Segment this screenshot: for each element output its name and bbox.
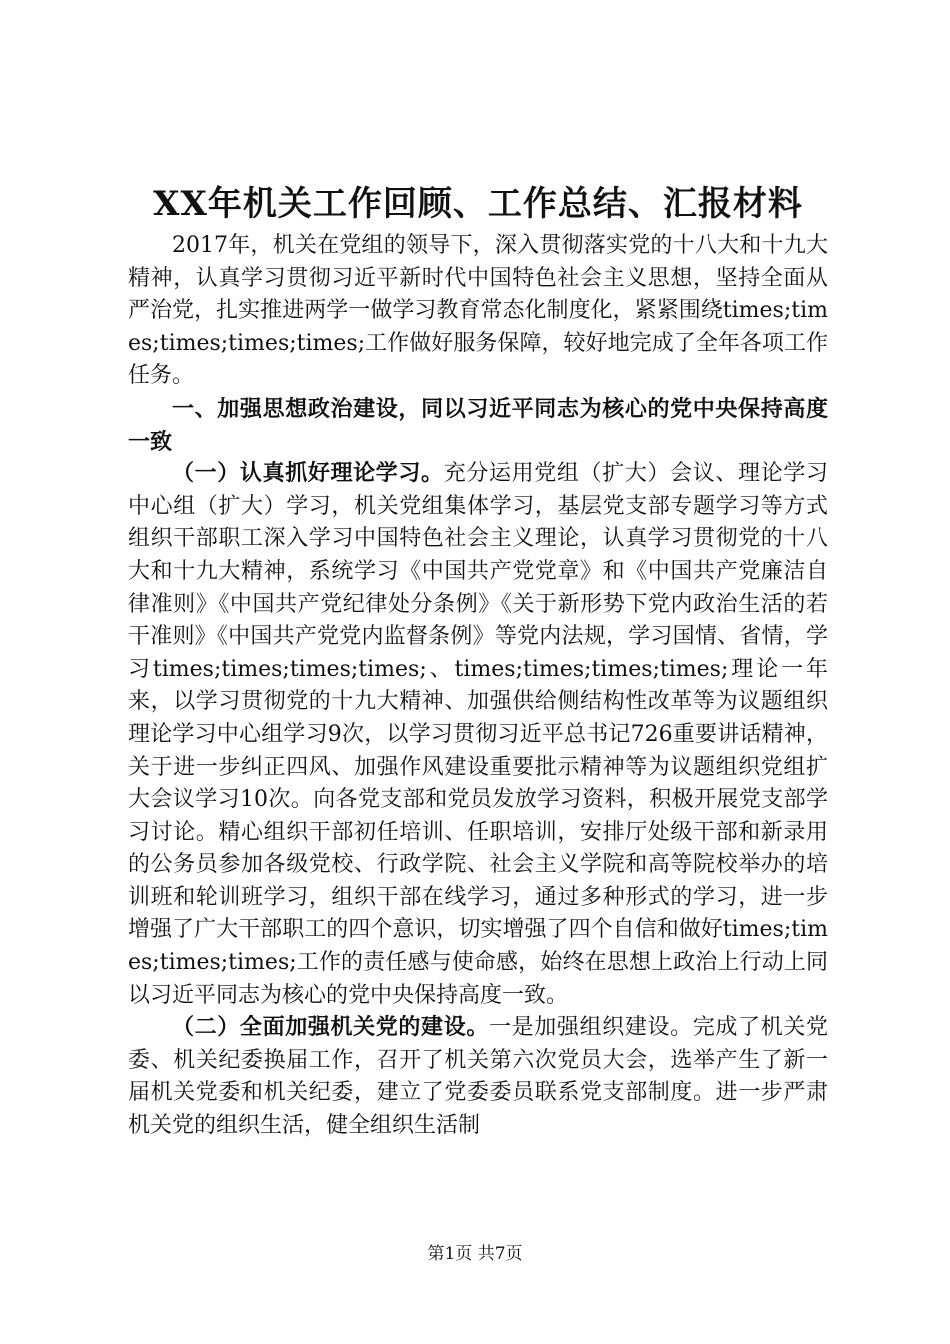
intro-paragraph: 2017年，机关在党组的领导下，深入贯彻落实党的十八大和十九大精神，认真学习贯彻习近平新时代中国特色社会主义思想，坚持全面从严治党，扎实推进两学一做学习教育常态化制度化，紧紧围绕times;times;times;times;times;工作做好服务保障，较好地完成了全年各项工作任务。 bbox=[128, 233, 828, 389]
subsection-paragraph bbox=[128, 458, 828, 1012]
document-title: XX年机关工作回顾、工作总结、汇报材料 bbox=[153, 184, 803, 224]
subsection-body: 充分运用党组（扩大）会议、理论学习中心组（扩大）学习，机关党组集体学习，基层党支部专题学习等方式组织干部职工深入学习中国特色社会主义理论，认真学习贯彻党的十八大和十九大精神，系统学习《中国共产党党章》和《中国共产党廉洁自律准则》《中国共产党纪律处分条例》《关于新形势下党内政治生活的若干准则》《中国共产党党内监督条例》等党内法规，学习国情、省情，学习times;times;times;times;、times;times;times;times;理论一年来，以学习贯彻党的十九大精神、加强供给侧结构性改革等为议题组织理论学习中心组学习9次，以学习贯彻习近平总书记726重要讲话精神，关于进一步纠正四风、加强作风建设重要批示精神等为议题组织党组扩大会议学习10次。向各党支部和党员发放学习资料，积极开展党支部学习讨论。精心组织干部初任培训、任职培训，安排厅处级干部和新录用的公务员参加各级党校、行政学院、社会主义学院和高等院校举办的培训班和轮训班学习，组织干部在线学习，通过多种形式的学习，进一步增强了广大干部职工的四个意识，切实增强了四个自信和做好times;times;times;times;工作的责任感与使命感，始终在思想上政治上行动上同以习近平同志为核心的党中央保持高度一致。 bbox=[128, 461, 828, 1008]
subsection-paragraph bbox=[128, 1012, 828, 1142]
subsection-heading: （二）全面加强机关党的建设。 bbox=[172, 1015, 489, 1041]
subsection-body: 一是加强组织建设。完成了机关党委、机关纪委换届工作，召开了机关第六次党员大会，选举产生了新一届机关党委和机关纪委，建立了党委委员联系党支部制度。进一步严肃机关党的组织生活，健全组织生活制 bbox=[128, 1015, 828, 1139]
subsection-heading: （一）认真抓好理论学习。 bbox=[172, 461, 444, 487]
document-body bbox=[128, 182, 828, 1143]
page-footer: 第1页 共7页 bbox=[427, 1244, 523, 1264]
section-heading: 一、加强思想政治建设，同以习近平同志为核心的党中央保持高度一致 bbox=[128, 395, 828, 455]
